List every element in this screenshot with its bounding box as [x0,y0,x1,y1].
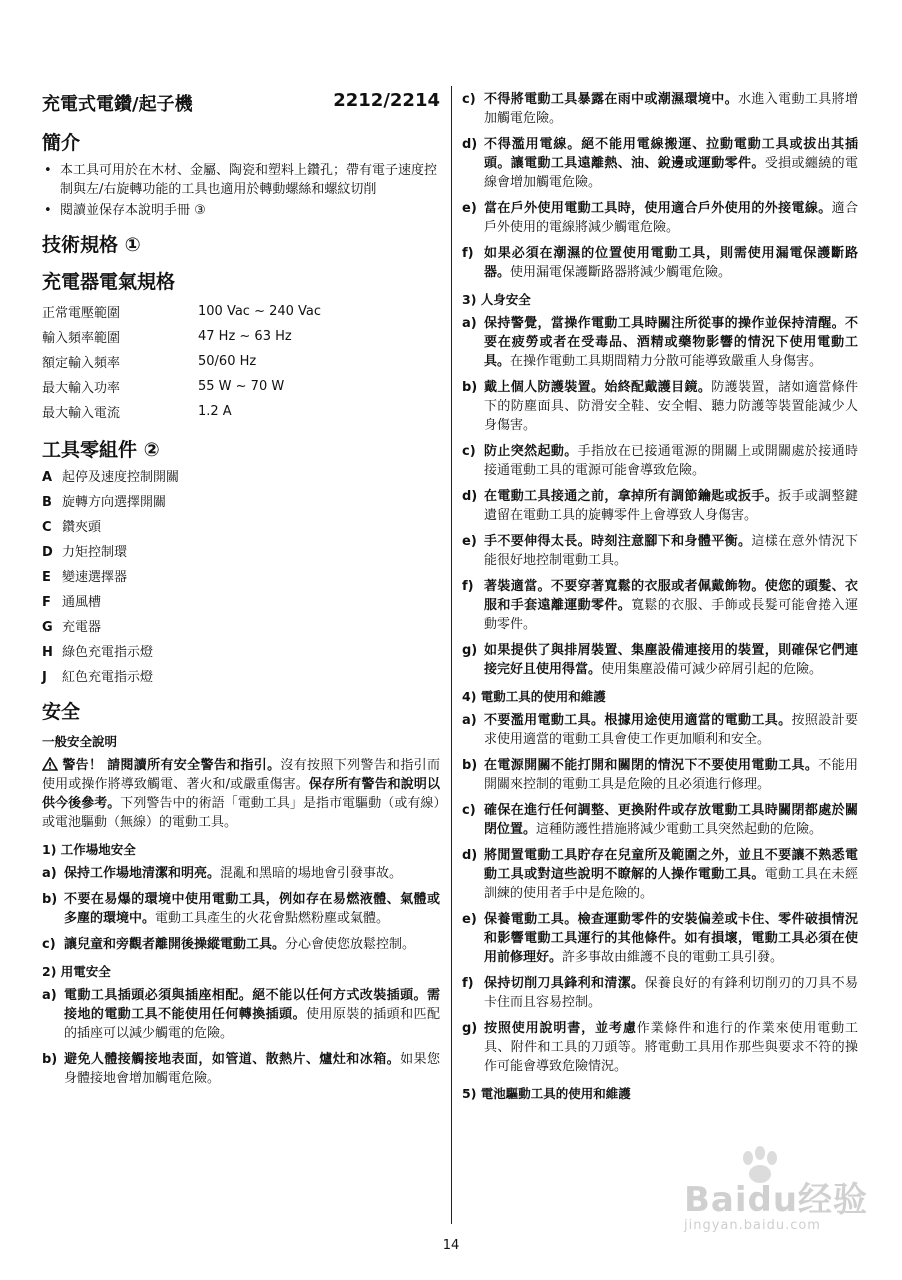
spec-row [42,325,321,350]
charger-spec-table [42,300,321,425]
item-label: f) [462,579,474,594]
item-bold: 電動工具插頭必須與插座相配。絕不能以任何方式改裝插頭。需接地的電動工具不能使用任何轉換插頭。 [64,988,440,1022]
item-text: 使用集塵設備可減少碎屑引起的危險。 [601,662,823,677]
item-text: 防護裝置，諸如適當條件下的防塵面具、防滑安全鞋、安全帽、聽力防護等裝置能減少人身傷害。 [484,380,858,433]
part-item [42,518,440,537]
safety-item [462,487,858,525]
warning-bold-1: 警告！ 請閱讀所有安全警告和指引。 [62,758,281,773]
part-text: 力矩控制環 [62,545,128,560]
item-bold: 按照使用說明書，並考慮 [484,1021,637,1036]
item-label: b) [42,1052,58,1067]
item-label: c) [462,92,476,107]
item-label: a) [42,988,57,1003]
spec-label: 最大輸入功率 [42,381,121,396]
safety-item [462,135,858,192]
battery-tool-heading: 5) 電池驅動工具的使用和維護 [462,1086,631,1101]
item-bold: 不得濫用電線。絕不能用電線搬運、拉動電動工具或拔出其插頭。讓電動工具遠離熱、油、銳邊或運動零件。 [484,137,858,171]
item-label: b) [462,758,478,773]
item-bold: 不要濫用電動工具。根據用途使用適當的電動工具。 [484,713,792,728]
item-bold: 保持切削刀具鋒利和清潔。 [484,976,645,991]
safety-item [462,846,858,903]
item-text: 扳手或調整鍵遺留在電動工具的旋轉零件上會導致人身傷害。 [484,489,858,523]
safety-item [462,974,858,1012]
warning-text-1: 沒有按照下列警告和指引而使用或操作將導致觸電、著火和/或嚴重傷害。 [42,758,440,792]
spec-value: 55 W ~ 70 W [198,379,285,394]
item-bold: 保持工作場地清潔和明亮。 [64,866,221,881]
item-label: a) [462,316,477,331]
safety-item [462,801,858,839]
right-column [462,90,858,1108]
item-label: f) [462,976,474,991]
part-item [42,468,440,487]
part-text: 起停及速度控制開關 [62,470,180,485]
spec-value: 47 Hz ~ 63 Hz [198,329,292,344]
item-text: 電動工具在未經訓練的使用者手中是危險的。 [484,867,858,901]
item-text: 分心會使您放鬆控制。 [285,937,416,952]
item-text: 電動工具產生的火花會點燃粉塵或氣體。 [155,911,390,926]
work-area-heading: 1) 工作場地安全 [42,842,136,857]
item-label: f) [462,246,474,261]
item-bold: 保持警覺，當操作電動工具時關注所從事的操作並保持清醒。不要在疲勞或者在受毒品、酒精或藥物影響的情況下使用電動工具。 [484,316,858,369]
spec-row [42,375,321,400]
specs-heading: 技術規格 ① [42,234,141,256]
safety-item [42,864,440,883]
item-bold: 在電源開關不能打開和關閉的情況下不要使用電動工具。 [484,758,819,773]
item-text: 適合戶外使用的電線將減少觸電危險。 [484,201,858,235]
warning-triangle-icon [42,757,58,771]
item-label: d) [462,137,478,152]
item-text: 混亂和黑暗的場地會引發事故。 [220,866,403,881]
tool-use-heading: 4) 電動工具的使用和維護 [462,689,606,704]
item-bold: 在電動工具接通之前，拿掉所有調節鑰匙或扳手。 [484,489,779,504]
part-letter: G [42,620,53,635]
column-divider [451,86,452,1224]
item-label: a) [42,866,57,881]
part-text: 鑽夾頭 [62,520,102,535]
part-text: 變速選擇器 [62,570,128,585]
safety-item [462,532,858,570]
item-text: 在操作電動工具期間精力分散可能導致嚴重人身傷害。 [510,354,823,369]
item-label: c) [462,803,476,818]
charger-heading: 充電器電氣規格 [42,271,176,293]
item-label: e) [462,201,477,216]
item-bold: 不得將電動工具暴露在雨中或潮濕環境中。 [484,92,739,107]
item-bold: 避免人體接觸接地表面，如管道、散熱片、爐灶和冰箱。 [64,1052,401,1067]
spec-row [42,400,321,425]
item-text: 保養良好的有鋒利切削刃的刀具不易卡住而且容易控制。 [484,976,858,1010]
model-number: 2212/2214 [333,90,440,111]
part-item [42,618,440,637]
part-text: 綠色充電指示燈 [62,645,154,660]
item-bold: 如果必須在潮濕的位置使用電動工具，則需使用漏電保護斷路器。 [484,246,858,280]
intro-bullet: • 本工具可用於在木材、金屬、陶瓷和塑料上鑽孔；帶有電子速度控制與左/右旋轉功能的工具也適用於轉動螺絲和螺紋切削 [42,161,440,199]
spec-row [42,300,321,325]
parts-list [42,468,440,687]
item-label: d) [462,489,478,504]
safety-item [462,199,858,237]
safety-item [42,935,440,954]
safety-item [462,910,858,967]
item-text: 使用原裝的插頭和匹配的插座可以減少觸電的危險。 [64,1007,440,1041]
spec-label: 正常電壓範圍 [42,306,121,321]
item-text: 按照設計要求使用適當的電動工具會使工作更加順利和安全。 [484,713,858,747]
item-text: 寬鬆的衣服、手飾或長髮可能會捲入運動零件。 [484,598,858,632]
item-label: b) [42,892,58,907]
part-text: 旋轉方向選擇開關 [62,495,167,510]
safety-item [462,90,858,128]
item-bold: 當在戶外使用電動工具時，使用適合戶外使用的外接電線。 [484,201,832,216]
part-item [42,643,440,662]
safety-item [462,756,858,794]
safety-item [462,1019,858,1076]
intro-list [42,161,440,220]
general-safety-heading: 一般安全說明 [42,734,118,749]
safety-item [462,314,858,371]
item-label: d) [462,848,478,863]
parts-heading: 工具零組件 ② [42,439,160,461]
part-letter: H [42,645,53,660]
safety-item [462,442,858,480]
part-item [42,543,440,562]
product-title: 充電式電鑽/起子機 [42,94,193,115]
item-text: 使用漏電保護斷路器將減少觸電危險。 [510,265,732,280]
item-bold: 手不要伸得太長。時刻注意腳下和身體平衡。 [484,534,752,549]
watermark-logo: Baidu经验 [684,1180,869,1220]
page-number: 14 [442,1238,460,1253]
part-letter: A [42,470,53,485]
item-label: c) [42,937,56,952]
item-text: 如果您身體接地會增加觸電危險。 [64,1052,440,1086]
part-letter: C [42,520,52,535]
safety-item [462,378,858,435]
item-bold: 不要在易爆的環境中使用電動工具，例如存在易燃液體、氣體或多塵的環境中。 [64,892,440,926]
item-label: c) [462,444,476,459]
safety-item [42,890,440,928]
safety-heading: 安全 [42,701,81,723]
part-letter: F [42,595,51,610]
intro-bullet: • 閱讀並保存本說明手冊 ③ [42,201,440,220]
part-letter: J [42,670,47,685]
safety-item [462,244,858,282]
warning-paragraph [42,756,440,832]
part-letter: B [42,495,52,510]
item-text: 受損或纏繞的電線會增加觸電危險。 [484,156,858,190]
item-bold: 確保在進行任何調整、更換附件或存放電動工具時關閉都處於關閉位置。 [484,803,858,837]
spec-label: 輸入頻率範圍 [42,331,121,346]
part-item [42,493,440,512]
item-label: g) [462,1021,478,1036]
item-text: 不能用開關來控制的電動工具是危險的且必須進行修理。 [484,758,858,792]
personal-safety-heading: 3) 人身安全 [462,292,531,307]
document-title [42,90,440,116]
spec-value: 100 Vac ~ 240 Vac [198,304,322,319]
safety-item [42,1050,440,1088]
item-bold: 將閒置電動工具貯存在兒童所及範圍之外，並且不要讓不熟悉電動工具或對這些說明不瞭解的人操作電動工具。 [484,848,858,882]
item-text: 作業條件和進行的作業來使用電動工具、附件和工具的刀頭等。將電動工具用作那些與要求不符的操作可能會導致危險情況。 [484,1021,858,1074]
item-text: 這種防護性措施將減少電動工具突然起動的危險。 [536,822,823,837]
spec-label: 最大輸入電流 [42,406,121,421]
item-text: 這樣在意外情況下能很好地控制電動工具。 [484,534,858,568]
item-label: g) [462,643,478,658]
left-column [42,88,440,1095]
part-text: 通風槽 [62,595,102,610]
safety-item [462,577,858,634]
item-text: 手指放在已接通電源的開關上或開關處於接通時接通電動工具的電源可能會導致危險。 [484,444,858,478]
intro-heading: 簡介 [42,132,81,154]
part-text: 充電器 [62,620,102,635]
spec-label: 額定輸入頻率 [42,356,121,371]
item-label: a) [462,713,477,728]
watermark-url: jingyan.baidu.com [684,1218,821,1233]
part-item [42,668,440,687]
item-bold: 如果提供了與排屑裝置、集塵設備連接用的裝置，則確保它們連接完好且使用得當。 [484,643,858,677]
part-item [42,568,440,587]
safety-item [462,641,858,679]
item-text: 許多事故由維護不良的電動工具引發。 [562,950,784,965]
item-label: b) [462,380,478,395]
part-text: 紅色充電指示燈 [62,670,154,685]
spec-value: 1.2 A [198,404,232,419]
part-letter: D [42,545,53,560]
spec-row [42,350,321,375]
item-bold: 戴上個人防護裝置。始終配戴護目鏡。 [484,380,712,395]
item-label: e) [462,912,477,927]
item-label: e) [462,534,477,549]
part-letter: E [42,570,51,585]
item-bold: 防止突然起動。 [484,444,578,459]
warning-bold-2: 保存所有警告和說明以供今後參考。 [42,777,440,811]
baidu-watermark [624,1146,884,1246]
item-bold: 讓兒童和旁觀者離開後操縱電動工具。 [64,937,286,952]
electrical-heading: 2) 用電安全 [42,964,111,979]
item-bold: 著裝適當。不要穿著寬鬆的衣服或者佩戴飾物。使您的頭髮、衣服和手套遠離運動零件。 [484,579,858,613]
safety-item [462,711,858,749]
warning-text-2: 下列警告中的術語「電動工具」是指市電驅動（或有線）或電池驅動（無線）的電動工具。 [42,796,440,830]
item-bold: 保養電動工具。檢查運動零件的安裝偏差或卡住、零件破損情況和影響電動工具運行的其他條件。如有損壞，電動工具必須在使用前修理好。 [484,912,858,965]
safety-item [42,986,440,1043]
spec-value: 50/60 Hz [198,354,257,369]
part-item [42,593,440,612]
item-text: 水進入電動工具將增加觸電危險。 [484,92,858,126]
